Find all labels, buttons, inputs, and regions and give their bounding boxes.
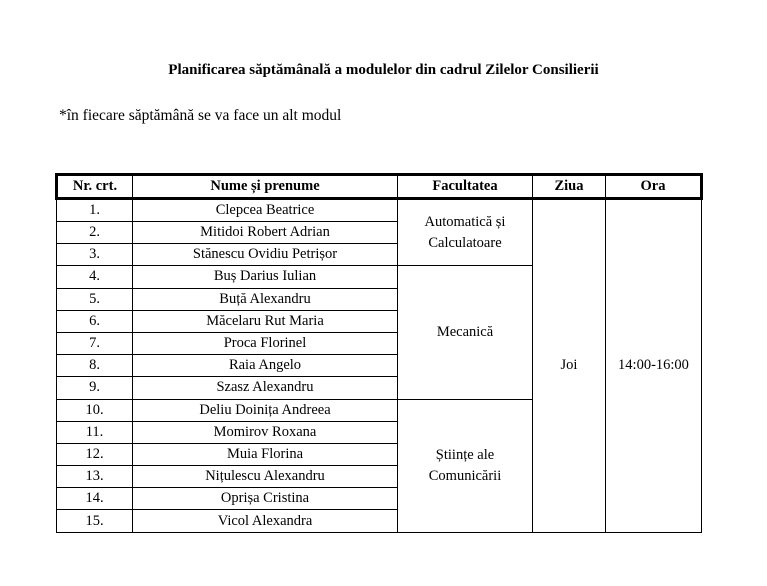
- row-name: Stănescu Ovidiu Petrișor: [133, 244, 398, 266]
- row-number: 3.: [57, 244, 133, 266]
- faculty-cell-automatica: [398, 199, 533, 266]
- row-number: 7.: [57, 332, 133, 354]
- row-name: Muia Florina: [133, 443, 398, 465]
- row-name: Szasz Alexandru: [133, 377, 398, 399]
- row-name: Clepcea Beatrice: [133, 199, 398, 222]
- row-number: 9.: [57, 377, 133, 399]
- row-name: Proca Florinel: [133, 332, 398, 354]
- row-number: 14.: [57, 488, 133, 510]
- faculty-line: Automatică și: [424, 213, 506, 230]
- header-faculty: Facultatea: [398, 175, 533, 199]
- document-note: *în fiecare săptămână se va face un alt modul: [59, 107, 342, 124]
- row-name: Mitidoi Robert Adrian: [133, 222, 398, 244]
- row-name: Vicol Alexandra: [133, 510, 398, 532]
- row-number: 15.: [57, 510, 133, 532]
- row-number: 2.: [57, 222, 133, 244]
- faculty-line: Mecanică: [436, 323, 494, 340]
- header-day: Ziua: [533, 175, 606, 199]
- row-number: 6.: [57, 310, 133, 332]
- day-cell: Joi: [533, 199, 606, 533]
- row-name: Buș Darius Iulian: [133, 266, 398, 288]
- faculty-line: Calculatoare: [428, 234, 502, 251]
- row-number: 12.: [57, 443, 133, 465]
- faculty-cell-mecanica: [398, 266, 533, 399]
- row-number: 8.: [57, 355, 133, 377]
- row-number: 11.: [57, 421, 133, 443]
- row-name: Buță Alexandru: [133, 288, 398, 310]
- faculty-line: Comunicării: [428, 467, 502, 484]
- table-row: [57, 199, 702, 222]
- row-name: Nițulescu Alexandru: [133, 466, 398, 488]
- row-number: 1.: [57, 199, 133, 222]
- schedule-table: [55, 173, 703, 533]
- row-name: Măcelaru Rut Maria: [133, 310, 398, 332]
- row-name: Deliu Doinița Andreea: [133, 399, 398, 421]
- header-row: [57, 175, 702, 199]
- document-title: Planificarea săptămânală a modulelor din cadrul Zilelor Consilierii: [168, 62, 599, 78]
- row-name: Momirov Roxana: [133, 421, 398, 443]
- row-name: Oprișa Cristina: [133, 488, 398, 510]
- row-number: 5.: [57, 288, 133, 310]
- row-name: Raia Angelo: [133, 355, 398, 377]
- faculty-line: Științe ale: [435, 446, 495, 463]
- row-number: 10.: [57, 399, 133, 421]
- header-name: Nume și prenume: [133, 175, 398, 199]
- time-cell: 14:00-16:00: [606, 199, 702, 533]
- header-nr: Nr. crt.: [57, 175, 133, 199]
- faculty-cell-stiinte: [398, 399, 533, 532]
- header-time: Ora: [606, 175, 702, 199]
- row-number: 4.: [57, 266, 133, 288]
- row-number: 13.: [57, 466, 133, 488]
